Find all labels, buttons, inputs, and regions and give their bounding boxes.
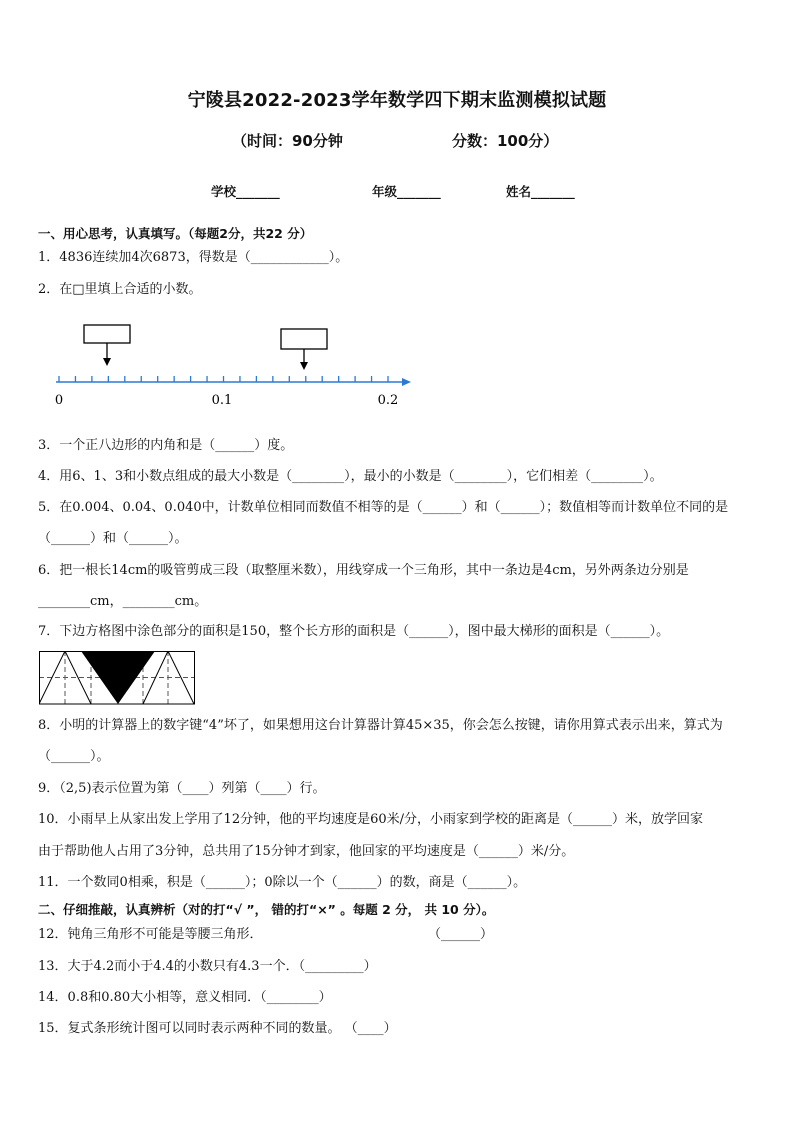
tick-label-0-2: 0.2 <box>377 393 399 408</box>
arrow-down-icon <box>300 362 308 370</box>
question-11: 11．一个数同0相乘，积是（______）；0除以一个（______）的数，商是（______）。 <box>38 875 527 890</box>
question-10-line-1: 10．小雨早上从家出发上学用了12分钟，他的平均速度是60米/分，小雨家到学校的距离是（______）米，放学回家 <box>38 812 704 827</box>
section-2-heading: 二、仔细推敲，认真辨析（对的打“√ ”， 错的打“×” 。每题 2 分， 共 10 分）。 <box>38 902 495 917</box>
exam-time: （时间：90分钟 <box>232 132 343 150</box>
name-field: 姓名_______ <box>506 184 575 199</box>
question-8-line-1: 8．小明的计算器上的数字键“4”坏了，如果想用这台计算器计算45×35，你会怎么按键，请你用算式表示出来，算式为 <box>38 718 723 733</box>
tick-label-0-1: 0.1 <box>211 393 233 408</box>
number-line-figure <box>50 320 420 412</box>
question-13: 13．大于4.2而小于4.4的小数只有4.3一个．（_________） <box>38 959 377 974</box>
question-4: 4．用6、1、3和小数点组成的最大小数是（________），最小的小数是（________），它们相差（________）。 <box>38 469 663 484</box>
axis-arrow-icon <box>402 378 411 386</box>
question-15: 15．复式条形统计图可以同时表示两种不同的数量。 （____） <box>38 1021 397 1036</box>
question-8-line-2: （______）。 <box>38 749 110 764</box>
tick-label-0: 0 <box>54 393 64 408</box>
question-2: 2．在□里填上合适的小数。 <box>38 282 202 297</box>
question-12: 12．钝角三角形不可能是等腰三角形． <box>38 927 263 942</box>
question-5-line-2: （______）和（______）。 <box>38 531 188 546</box>
question-14: 14．0.8和0.80大小相等，意义相同．（________） <box>38 990 332 1005</box>
arrow-down-icon <box>103 358 111 366</box>
question-12-blank: （______） <box>428 927 494 942</box>
question-6-line-1: 6．把一根长14cm的吸管剪成三段（取整厘米数），用线穿成一个三角形，其中一条边是4cm，另外两条边分别是 <box>38 563 689 578</box>
question-7: 7．下边方格图中涂色部分的面积是150，整个长方形的面积是（______），图中最大梯形的面积是（______）。 <box>38 624 670 639</box>
question-9: 9．（2,5)表示位置为第（____）列第（____）行。 <box>38 781 326 796</box>
question-3: 3．一个正八边形的内角和是（______）度。 <box>38 438 294 453</box>
question-10-line-2: 由于帮助他人占用了3分钟，总共用了15分钟才到家，他回家的平均速度是（______）米/分。 <box>38 844 575 859</box>
question-1: 1．4836连续加4次6873，得数是（____________）。 <box>38 250 349 265</box>
answer-box-1 <box>84 325 130 343</box>
answer-box-2 <box>281 329 327 349</box>
grade-field: 年级_______ <box>372 184 441 199</box>
question-5-line-1: 5．在0.004、0.04、0.040中，计数单位相同而数值不相等的是（______）和（______）；数值相等而计数单位不同的是 <box>38 500 729 515</box>
page-title: 宁陵县2022-2023学年数学四下期末监测模拟试题 <box>187 90 607 111</box>
section-1-heading: 一、用心思考，认真填写。（每题2分，共22 分） <box>38 226 313 241</box>
question-6-line-2: ________cm，________cm。 <box>38 594 208 609</box>
exam-score: 分数：100分） <box>452 132 559 150</box>
grid-figure <box>39 651 196 705</box>
school-field: 学校_______ <box>211 184 280 199</box>
